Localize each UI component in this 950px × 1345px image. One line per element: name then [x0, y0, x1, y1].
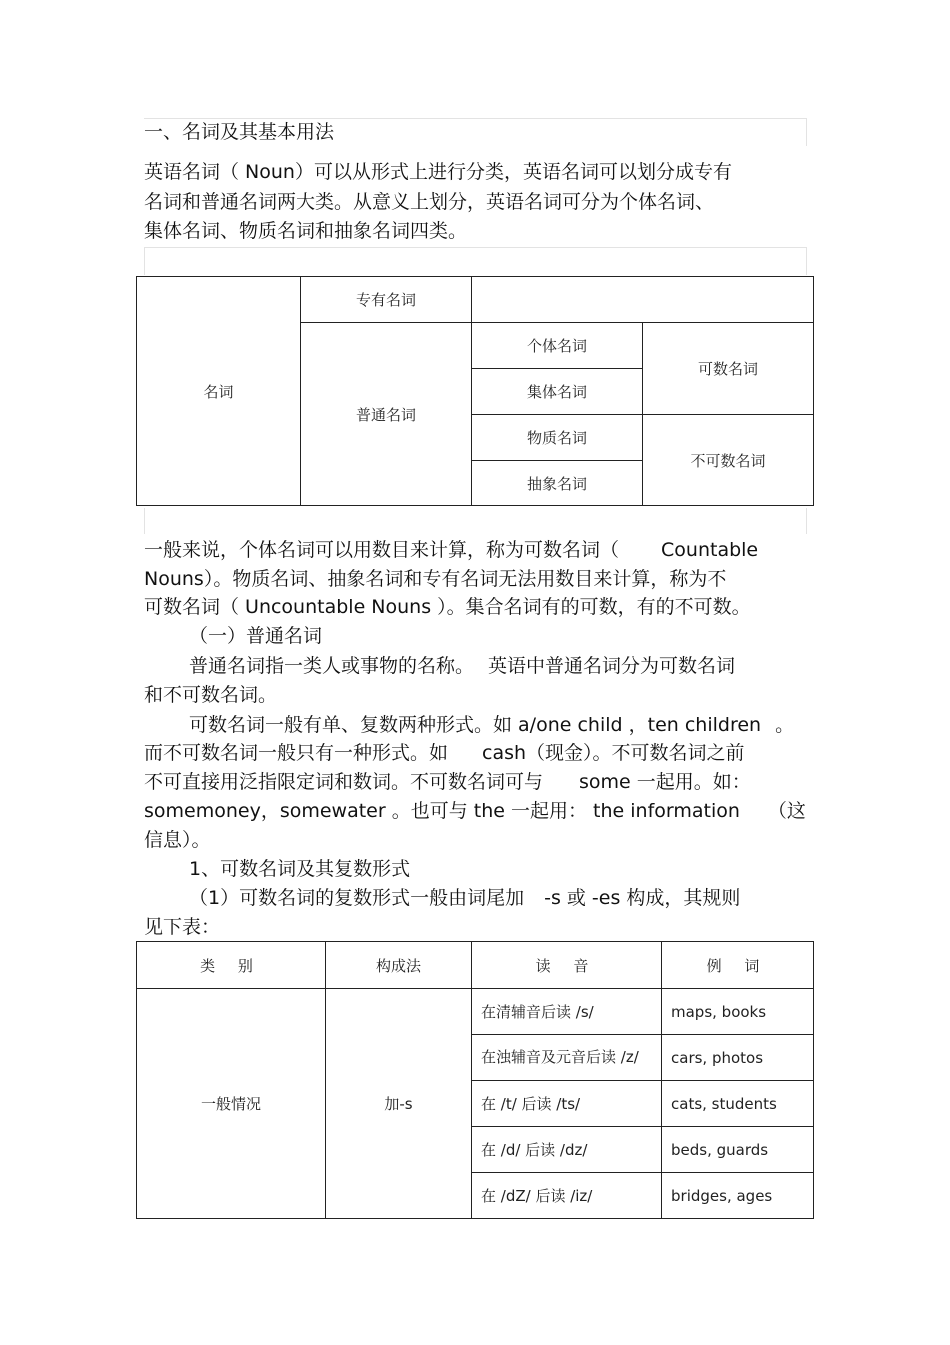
cell-example: bridges, ages	[662, 1173, 814, 1219]
plural-rules-table	[136, 941, 814, 1219]
cell-example: maps, books	[662, 989, 814, 1035]
cell-material-noun: 物质名词	[472, 415, 643, 461]
para4-text: 不可直接用泛指限定词和数词。不可数名词可与	[144, 771, 544, 793]
intro-line: 英语名词（ Noun）可以从形式上进行分类，英语名词可以划分成专有	[144, 161, 732, 183]
cell-sound: 在浊辅音及元音后读 /z/	[472, 1035, 662, 1081]
faint-rule	[806, 118, 807, 146]
subheading-countable-plural: 1、可数名词及其复数形式	[189, 858, 411, 880]
table-row	[137, 989, 814, 1035]
para4-text: 。	[775, 714, 795, 736]
para4-text: cash（现金）。不可数名词之前	[482, 742, 745, 764]
para5-line: 见下表：	[144, 916, 221, 938]
faint-rule	[806, 508, 807, 534]
cell-proper-noun: 专有名词	[301, 277, 472, 323]
noun-classification-table	[136, 276, 814, 506]
para4-text: 而不可数名词一般只有一种形式。如	[144, 742, 449, 764]
cell-uncountable-noun: 不可数名词	[643, 415, 814, 506]
header-example: 例 词	[662, 942, 814, 989]
cell-abstract-noun: 抽象名词	[472, 461, 643, 506]
header-category: 类 别	[137, 942, 326, 989]
para4-text: somemoney，somewater 。也可与 the 一起用： the information	[144, 800, 740, 822]
para3-line: 和不可数名词。	[144, 684, 278, 706]
subheading-common-nouns: （一）普通名词	[189, 625, 323, 647]
cell-example: beds, guards	[662, 1127, 814, 1173]
para2-text: Countable	[661, 539, 759, 561]
faint-rule	[144, 247, 145, 275]
header-pronunciation: 读 音	[472, 942, 662, 989]
cell-noun: 名词	[137, 277, 301, 506]
para3-text: 英语中普通名词分为可数名词	[488, 655, 736, 677]
cell-sound: 在 /dZ/ 后读 /iz/	[472, 1173, 662, 1219]
para4-line	[144, 768, 751, 797]
cell-sound: 在清辅音后读 /s/	[472, 989, 662, 1035]
cell-add-s: 加-s	[326, 989, 472, 1219]
cell-empty	[472, 277, 814, 323]
para5-text: （1）可数名词的复数形式一般由词尾加	[189, 887, 525, 909]
para5-line	[189, 884, 740, 913]
para2-text: 一般来说，个体名词可以用数目来计算，称为可数名词（	[144, 539, 620, 561]
para5-text: -s 或 -es 构成，其规则	[544, 887, 741, 909]
header-method: 构成法	[326, 942, 472, 989]
cell-countable-noun: 可数名词	[643, 323, 814, 415]
cell-common-noun: 普通名词	[301, 323, 472, 506]
cell-general-case: 一般情况	[137, 989, 326, 1219]
cell-sound: 在 /d/ 后读 /dz/	[472, 1127, 662, 1173]
para2-line: 可数名词（ Uncountable Nouns ）。集合名词有的可数，有的不可数。	[144, 596, 751, 618]
cell-example: cats, students	[662, 1081, 814, 1127]
faint-rule	[144, 247, 806, 248]
cell-sound: 在 /t/ 后读 /ts/	[472, 1081, 662, 1127]
para4-text: （这	[767, 800, 806, 822]
para4-text: some 一起用。如：	[579, 771, 751, 793]
para2-line	[144, 536, 758, 565]
para4-text: 可数名词一般有单、复数两种形式。如 a/one child ，ten children	[189, 714, 762, 736]
intro-line: 集体名词、物质名词和抽象名词四类。	[144, 220, 468, 242]
section-heading: 一、名词及其基本用法	[144, 121, 335, 143]
cell-collective-noun: 集体名词	[472, 369, 643, 415]
cell-individual-noun: 个体名词	[472, 323, 643, 369]
intro-line: 名词和普通名词两大类。从意义上划分，英语名词可分为个体名词、	[144, 191, 715, 213]
cell-example: cars, photos	[662, 1035, 814, 1081]
para4-line: 信息）。	[144, 829, 211, 851]
faint-rule	[144, 508, 145, 534]
para2-line: Nouns）。物质名词、抽象名词和专有名词无法用数目来计算，称为不	[144, 568, 727, 590]
para3-text: 普通名词指一类人或事物的名称。	[189, 655, 475, 677]
para4-line	[189, 711, 794, 740]
faint-rule	[806, 247, 807, 275]
para4-line	[144, 797, 806, 826]
para3-line	[189, 652, 735, 681]
para4-line	[144, 739, 745, 768]
